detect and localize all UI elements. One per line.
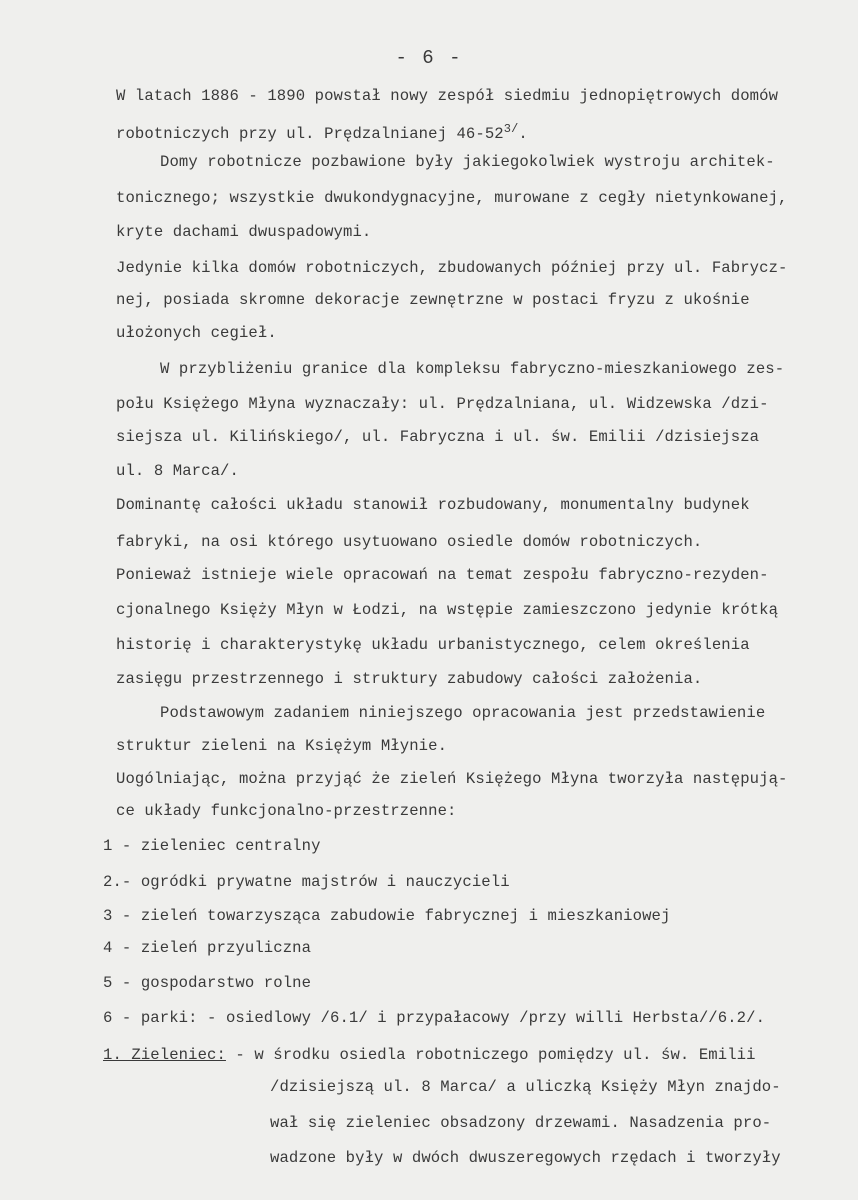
text-line [160,152,775,172]
text-line [116,258,788,278]
text-line-content: cjonalnego Księży Młyn w Łodzi, na wstępie zamieszczono jedynie krótką [116,601,779,619]
text-line-tail: - w środku osiedla robotniczego pomiędzy ul. św. Emilii [225,1046,756,1064]
text-line [116,600,778,620]
text-line-content: historię i charakterystykę układu urbanistycznego, celem określenia [116,636,750,654]
text-line [103,938,311,958]
text-line-content: 5 - gospodarstwo rolne [103,974,312,992]
text-line [116,635,750,655]
text-line [103,973,311,993]
text-line-content: nej, posiada skromne dekoracje zewnętrzne w postaci fryzu z ukośnie [116,291,750,309]
text-line-content: kryte dachami dwuspadowymi. [116,223,372,241]
text-line [116,427,759,447]
text-line-content: tonicznego; wszystkie dwukondygnacyjne, murowane z cegły nietynkowanej, [116,189,788,207]
text-line-content: Jedynie kilka domów robotniczych, zbudowanych później przy ul. Fabrycz- [116,259,788,277]
text-line-content: 1 - zieleniec centralny [103,837,321,855]
text-line-content: W latach 1886 - 1890 powstał nowy zespół siedmiu jednopiętrowych domów [116,87,779,105]
text-line [116,119,528,144]
text-line-content: Uogólniając, można przyjąć że zieleń Księżego Młyna tworzyła następują- [116,770,788,788]
text-line [116,394,769,414]
text-line [116,222,371,242]
text-line-content: 4 - zieleń przyuliczna [103,939,312,957]
text-line [116,736,447,756]
text-line-content: fabryki, na osi którego usytuowano osiedle domów robotniczych. [116,533,703,551]
text-line-content: wał się zieleniec obsadzony drzewami. Nasadzenia pro- [270,1114,772,1132]
text-line [116,323,277,343]
text-line [160,703,765,723]
text-line-content: ułożonych cegieł. [116,324,277,342]
text-line-content: wadzone były w dwóch dwuszeregowych rzędach i tworzyły [270,1149,781,1167]
text-line-content: struktur zieleni na Księżym Młynie. [116,737,448,755]
text-line [116,461,239,481]
text-line [103,872,510,892]
text-line-content: 3 - zieleń towarzysząca zabudowie fabrycznej i mieszkaniowej [103,907,671,925]
text-line [116,495,750,515]
text-line [116,565,769,585]
text-line-content: ul. 8 Marca/. [116,462,239,480]
text-line-content: /dzisiejszą ul. 8 Marca/ a uliczką Księży Młyn znajdo- [270,1078,781,1096]
text-line [116,290,750,310]
text-line-content: połu Księżego Młyna wyznaczały: ul. Prędzalniana, ul. Widzewska /dzi- [116,395,769,413]
text-line [160,359,784,379]
text-line [270,1148,781,1168]
text-line-content: ce układy funkcjonalno-przestrzenne: [116,802,457,820]
text-line [270,1077,781,1097]
text-line-tail: . [518,125,528,144]
text-line [116,86,778,106]
text-line [116,669,702,689]
text-line [103,836,321,856]
text-line-content: Podstawowym zadaniem niniejszego opracowania jest przedstawienie [160,704,766,722]
text-line-content: 6 - parki: - osiedlowy /6.1/ i przypałacowy /przy willi Herbsta//6.2/. [103,1009,766,1027]
text-line [103,906,670,926]
text-line [270,1113,771,1133]
text-line-content: Ponieważ istnieje wiele opracowań na temat zespołu fabryczno-rezyden- [116,566,769,584]
text-line-content: 1. Zieleniec: [103,1046,226,1064]
text-line [103,1008,765,1028]
text-line-content: 2.- ogródki prywatne majstrów i nauczycieli [103,873,510,891]
text-line-content: zasięgu przestrzennego i struktury zabudowy całości założenia. [116,670,703,688]
footnote-ref: 3/ [503,122,519,136]
text-line [116,188,788,208]
text-line-content: robotniczych przy ul. Prędzalnianej 46-52 [116,125,504,144]
text-line-content: Domy robotnicze pozbawione były jakiegokolwiek wystroju architek- [160,153,775,171]
text-line [116,801,456,821]
text-line [116,532,702,552]
text-line [103,1045,756,1065]
page-number: - 6 - [395,47,463,69]
text-line-content: siejsza ul. Kilińskiego/, ul. Fabryczna i ul. św. Emilii /dzisiejsza [116,428,760,446]
text-line-content: W przybliżeniu granice dla kompleksu fabryczno-mieszkaniowego zes- [160,360,785,378]
text-line [116,769,788,789]
text-line-content: Dominantę całości układu stanowił rozbudowany, monumentalny budynek [116,496,750,514]
